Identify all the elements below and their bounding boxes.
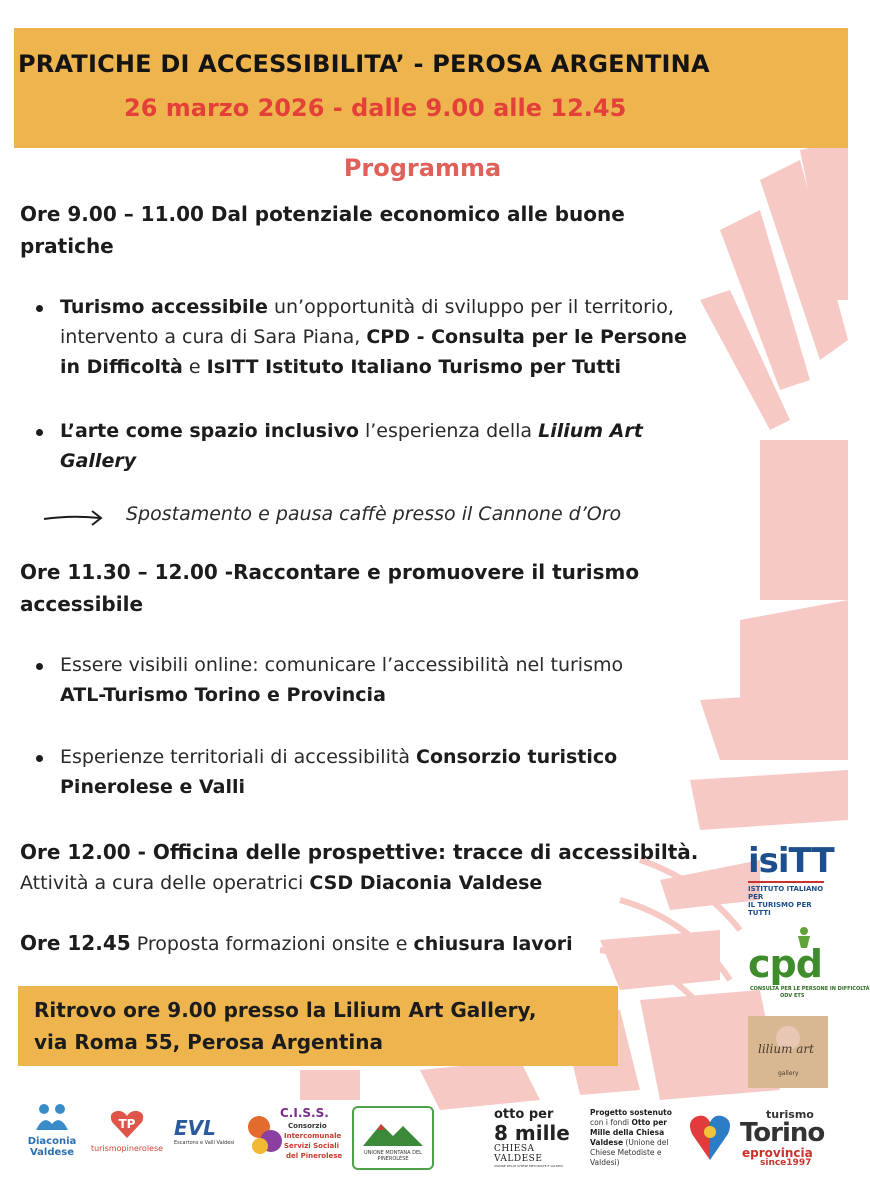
- bullet-icon: [36, 755, 43, 762]
- lilium-logo-name: lilium art: [758, 1042, 814, 1056]
- item-bold: CPD - Consulta per le Persone: [366, 326, 687, 348]
- meeting-text: [34, 994, 537, 1058]
- isitt-tagline2: IL TURISMO PER TUTTI: [748, 901, 812, 917]
- meeting-line1: Ritrovo ore 9.00 presso la Lilium Art Gallery,: [34, 998, 537, 1022]
- session1-heading-line1: Ore 9.00 – 11.00 Dal potenziale economico alle buone: [20, 202, 625, 226]
- session2-heading: [20, 556, 740, 620]
- programma-heading: [0, 154, 848, 182]
- arrow-right-icon: [42, 507, 104, 529]
- list-item: [20, 416, 810, 476]
- session2-list: [20, 650, 760, 802]
- session2-heading-line2: accessibile: [20, 592, 144, 616]
- cpd-logo-name: cpd: [748, 942, 822, 986]
- people-icon: [34, 1102, 70, 1132]
- item-text: un’opportunità di sviluppo per il territorio,: [267, 296, 674, 318]
- unione-montana-logo: [352, 1106, 434, 1170]
- meeting-banner: [18, 986, 618, 1066]
- item-bold: IsITT Istituto Italiano Turismo per Tutti: [206, 356, 622, 378]
- isitt-tagline1: ISTITUTO ITALIANO PER: [748, 885, 824, 901]
- note-bold: Progetto sostenuto: [590, 1108, 672, 1117]
- item-bold: ATL-Turismo Torino e Provincia: [60, 684, 386, 706]
- item-text: Essere visibili online: comunicare l’accessibilità nel turismo: [60, 654, 624, 676]
- item-text: Esperienze territoriali di accessibilità: [60, 746, 416, 768]
- turismo-torino-logo: [686, 1108, 834, 1168]
- cpd-logo: [746, 926, 870, 1002]
- otto-per-mille-church: CHIESA VALDESE: [494, 1144, 543, 1164]
- note-text: (Unione del: [623, 1138, 669, 1147]
- cpd-tagline2: ODV ETS: [780, 993, 805, 999]
- diaconia-line1: Diaconia: [27, 1136, 77, 1147]
- lilium-logo-small: gallery: [778, 1070, 799, 1077]
- unione-montana-text: UNIONE MONTANA DEL PINEROLESE: [364, 1150, 422, 1162]
- header-banner: [14, 28, 848, 148]
- ciss-line1: Consorzio: [288, 1122, 327, 1130]
- turismo-pinerolese-text: turismopinerolese: [90, 1144, 164, 1153]
- note-bold: Otto per: [631, 1118, 667, 1127]
- session4-time: Ore 12.45: [20, 931, 131, 955]
- otto-per-mille-logo: [494, 1108, 586, 1168]
- list-item: [20, 742, 760, 802]
- evl-logo: [174, 1116, 240, 1160]
- item-bold-italic: Lilium Art: [538, 420, 643, 442]
- session4: [20, 928, 740, 959]
- turismo-pinerolese-logo: [86, 1108, 168, 1160]
- cpd-tagline1: CONSULTA PER LE PERSONE IN DIFFICOLTÀ: [750, 986, 870, 992]
- item-text: intervento a cura di Sara Piana,: [60, 326, 367, 348]
- ciss-logo: [246, 1104, 346, 1166]
- heart-icon: [109, 1108, 145, 1140]
- otto-per-mille-bottom: 8 mille: [494, 1121, 570, 1145]
- isitt-logo-name: isiTT: [748, 841, 834, 881]
- note-bold: Valdese: [590, 1138, 624, 1147]
- item-bold-italic: Gallery: [60, 450, 137, 472]
- transfer-row: [42, 503, 842, 533]
- evl-text: EVL: [174, 1116, 216, 1140]
- diaconia-valdese-logo: [22, 1102, 82, 1166]
- evl-caption: Escartons e Valli Valdesi: [174, 1140, 235, 1146]
- transfer-note: Spostamento e pausa caffè presso il Cannone d’Oro: [126, 503, 622, 525]
- circle-yellow: [252, 1138, 268, 1154]
- otto-per-mille-top: otto per: [494, 1107, 554, 1122]
- meeting-line2: via Roma 55, Perosa Argentina: [34, 1030, 383, 1054]
- turismo-torino-top: turismo: [766, 1108, 814, 1121]
- session1-heading: [20, 198, 740, 262]
- mountain-icon: [363, 1116, 423, 1146]
- note-text: Chiese Metodiste e: [590, 1148, 662, 1157]
- map-pin-heart-icon: [686, 1112, 734, 1162]
- lilium-logo: [748, 1016, 828, 1088]
- note-bold: Mille della Chiesa: [590, 1128, 665, 1137]
- page-title: PRATICHE DI ACCESSIBILITA’ - PEROSA ARGENTINA: [18, 50, 710, 78]
- otto-per-mille-union: UNIONE DELLE CHIESE METODISTE E VALDESI: [494, 1164, 563, 1168]
- item-text: l’esperienza della: [358, 420, 539, 442]
- programma-label: Programma: [343, 154, 502, 182]
- item-bold: CSD Diaconia Valdese: [309, 872, 543, 894]
- logo-divider: [748, 881, 824, 883]
- ciss-line3: Servizi Sociali: [284, 1142, 340, 1150]
- item-bold: in Difficoltà: [60, 356, 183, 378]
- item-text: Proposta formazioni onsite e: [130, 933, 414, 955]
- session3-heading: Ore 12.00 - Officina delle prospettive: tracce di accessibiltà.: [20, 840, 699, 864]
- ciss-line2: Intercomunale: [284, 1132, 342, 1140]
- item-text: Attività a cura delle operatrici: [20, 872, 310, 894]
- item-bold: L’arte come spazio inclusivo: [60, 420, 359, 442]
- session3: [20, 836, 740, 898]
- ciss-line4: del Pinerolese: [286, 1152, 343, 1160]
- diaconia-line2: Valdese: [29, 1147, 75, 1158]
- list-item: [20, 650, 760, 710]
- turismo-torino-mid: Torino: [740, 1118, 825, 1148]
- item-bold: Pinerolese e Valli: [60, 776, 246, 798]
- item-text: e: [182, 356, 207, 378]
- session1-heading-line2: pratiche: [20, 234, 114, 258]
- event-date: 26 marzo 2026 - dalle 9.00 alle 12.45: [124, 94, 627, 122]
- session2-heading-line1: Ore 11.30 – 12.00 -Raccontare e promuovere il turismo: [20, 560, 640, 584]
- item-bold: Turismo accessibile: [60, 296, 268, 318]
- bullet-icon: [36, 663, 43, 670]
- item-bold: chiusura lavori: [413, 933, 573, 955]
- session1-list: [20, 292, 810, 476]
- item-bold: Consorzio turistico: [416, 746, 618, 768]
- note-text: Valdesi): [590, 1158, 620, 1167]
- project-note: [590, 1108, 682, 1168]
- list-item: [20, 292, 810, 382]
- ciss-title: C.I.S.S.: [280, 1106, 329, 1120]
- bullet-icon: [36, 305, 43, 312]
- svg-text:TP: TP: [118, 1117, 136, 1131]
- bullet-icon: [36, 429, 43, 436]
- note-text: con i fondi: [590, 1118, 632, 1127]
- turismo-torino-since: since1997: [760, 1158, 812, 1168]
- isitt-logo: [748, 841, 834, 917]
- turismo-torino-bottom: eprovincia: [742, 1146, 813, 1160]
